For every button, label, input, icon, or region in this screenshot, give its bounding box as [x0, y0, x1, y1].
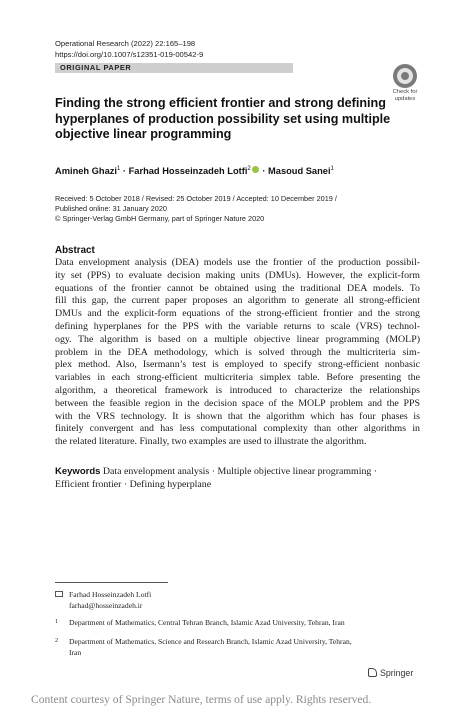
affiliation-number: 1 — [55, 619, 58, 625]
abstract-body — [55, 257, 420, 449]
dates-line: Published online: 31 January 2020 — [55, 204, 167, 214]
title-line: hyperplanes of production possibility set using multiple — [55, 111, 391, 126]
abstract-line: finitely convergent and has less computational complexity than other algorithms in — [55, 423, 420, 435]
title-line: objective linear programming — [55, 127, 232, 141]
abstract-line: problem in the DEA methodology, which is solved through the multicriteria sim- — [55, 346, 420, 358]
affiliation — [55, 637, 352, 658]
check-updates-line1: Check for — [392, 89, 418, 95]
envelope-icon — [55, 591, 63, 597]
publisher-name: Springer — [380, 668, 414, 678]
abstract-line: Data envelopment analysis (DEA) models use the frontier of the production possibil- — [55, 257, 420, 268]
check-for-updates-badge[interactable] — [388, 64, 422, 103]
doi-link[interactable]: https://doi.org/10.1007/s12351-019-00542-9 — [55, 50, 204, 59]
publication-dates — [55, 194, 337, 225]
dates-line: Received: 5 October 2018 / Revised: 25 October 2019 / Accepted: 10 December 2019 / — [55, 194, 337, 203]
author-name[interactable]: Masoud Sanei — [268, 166, 331, 176]
springer-logo — [368, 668, 413, 678]
affiliation-text: Department of Mathematics, Central Tehran Branch, Islamic Azad University, Tehran, Iran — [69, 618, 345, 627]
corresponding-email[interactable]: farhad@hosseinzadeh.ir — [69, 600, 143, 610]
keywords-line: Data envelopment analysis · Multiple objective linear programming · — [102, 466, 378, 477]
check-updates-icon — [393, 64, 417, 88]
affiliation-number: 2 — [55, 638, 58, 644]
orcid-icon[interactable] — [252, 166, 259, 173]
author-name[interactable]: Farhad Hosseinzadeh Lotfi — [128, 166, 248, 176]
abstract-line: ity set (PPS) to evaluate decision making units (DMUs). However, the explicit-form — [55, 269, 420, 281]
title-line: Finding the strong efficient frontier and strong defining — [55, 96, 386, 110]
section-label: ORIGINAL PAPER — [60, 63, 132, 72]
keywords-line: Efficient frontier · Defining hyperplane — [55, 478, 212, 490]
abstract-line: algorithm, a theoretical framework is introduced to characterize the relationships — [55, 384, 420, 396]
correspondence — [55, 590, 151, 611]
affiliation — [55, 618, 345, 629]
abstract-heading: Abstract — [55, 245, 95, 256]
affiliation-text: Department of Mathematics, Science and Research Branch, Islamic Azad University, Tehran, — [69, 637, 352, 646]
abstract-line: DMUs and the explicit-form equations of the strong-efficient frontier and the strong — [55, 308, 420, 320]
journal-citation: Operational Research (2022) 22:165–198 — [55, 39, 196, 48]
author-separator: · — [259, 166, 269, 176]
author-name[interactable]: Amineh Ghazi — [55, 166, 117, 176]
author-list — [55, 163, 334, 177]
abstract-line: with the VRS technology. It is shown that the algorithm which has four phases is — [55, 410, 420, 422]
abstract-line: the related literature. Finally, two examples are used to illustrate the algorithm. — [55, 436, 367, 448]
author-affiliation-mark: 2 — [247, 166, 251, 172]
springer-horse-icon — [368, 668, 377, 677]
copyright-line: © Springer-Verlag GmbH Germany, part of Springer Nature 2020 — [55, 214, 265, 224]
abstract-line: between the feasible region in the decision space of the MOLP problem and the PPS — [55, 397, 420, 409]
courtesy-notice: Content courtesy of Springer Nature, terms of use apply. Rights reserved. — [31, 693, 372, 706]
author-separator: · — [120, 166, 129, 176]
abstract-line: defining hyperplanes for the PPS with the variable returns to scale (VRS) technol- — [55, 320, 420, 332]
abstract-line: ogy. The algorithm is based on a multiple objective linear programming (MOLP) — [55, 333, 420, 345]
footnote-rule — [55, 582, 168, 583]
author-affiliation-mark: 1 — [330, 166, 334, 172]
journal-header — [55, 38, 203, 60]
article-title — [55, 96, 415, 143]
corresponding-author: Farhad Hosseinzadeh Lotfi — [69, 590, 152, 599]
affiliation-text: Iran — [69, 647, 82, 657]
keywords-block — [55, 466, 420, 492]
abstract-line: variables in each strong-efficient multicriteria simplex table. Before presenting the — [55, 372, 420, 384]
author-affiliation-mark: 1 — [117, 166, 121, 172]
abstract-line: plex method. Also, Isermann’s test is employed to specify strong-efficient nonbasic — [55, 359, 420, 371]
check-updates-line2: updates — [394, 96, 416, 103]
keywords-heading: Keywords — [55, 466, 101, 477]
abstract-line: fill this gap, the current paper proposes an algorithm to generate all strong-efficient — [55, 295, 420, 307]
abstract-line: equations of the frontier cannot be obtained using the traditional DEA models. To — [55, 282, 420, 294]
